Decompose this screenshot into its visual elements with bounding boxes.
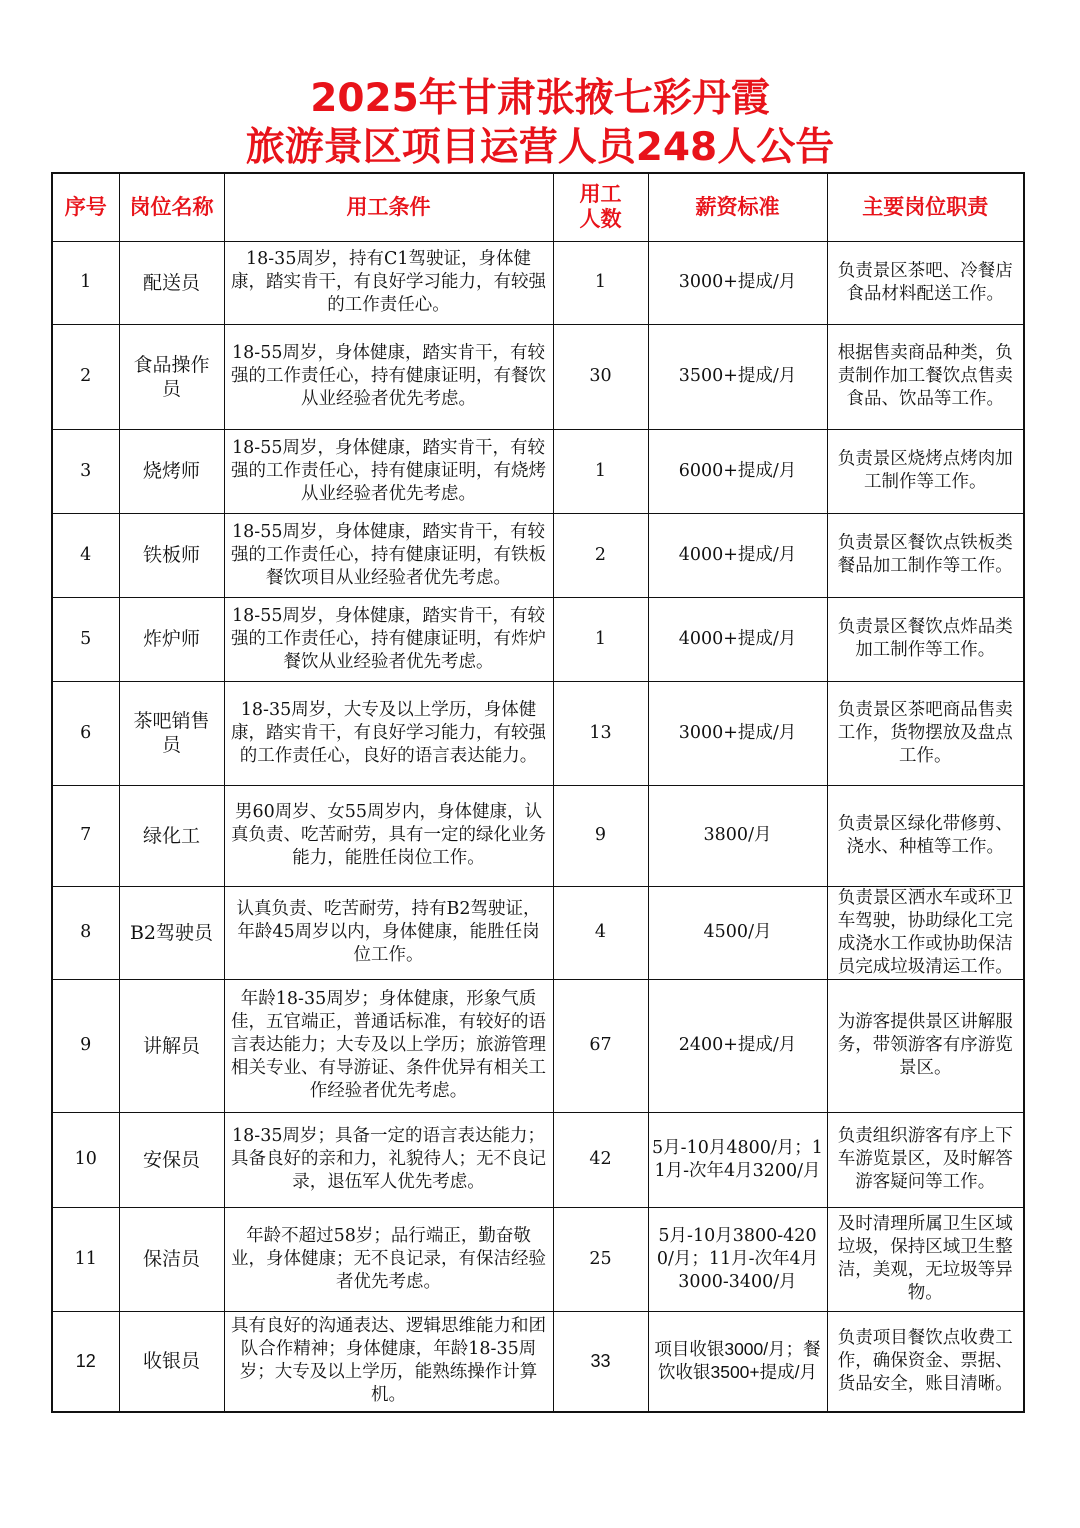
row-number: 12 [52, 1311, 119, 1412]
position-name: 安保员 [119, 1112, 224, 1207]
duties-cell: 负责组织游客有序上下车游览景区，及时解答游客疑问等工作。 [827, 1112, 1024, 1207]
table-row [52, 429, 1024, 513]
duties-cell: 根据售卖商品种类，负责制作加工餐饮点售卖食品、饮品等工作。 [827, 324, 1024, 429]
duties-cell: 负责景区茶吧、冷餐店食品材料配送工作。 [827, 241, 1024, 324]
salary-cell: 6000+提成/月 [648, 429, 827, 513]
position-name: 收银员 [119, 1311, 224, 1412]
requirements-cell: 认真负责、吃苦耐劳，持有B2驾驶证，年龄45周岁以内，身体健康，能胜任岗位工作。 [224, 886, 553, 979]
table-row [52, 1112, 1024, 1207]
duties-cell: 负责景区餐饮点炸品类加工制作等工作。 [827, 597, 1024, 681]
duties-cell: 及时清理所属卫生区域垃圾，保持区域卫生整洁，美观，无垃圾等异物。 [827, 1207, 1024, 1311]
headcount-cell: 1 [553, 241, 648, 324]
table-row [52, 1311, 1024, 1412]
salary-cell: 项目收银3000/月；餐饮收银3500+提成/月 [648, 1311, 827, 1412]
table-row [52, 979, 1024, 1112]
row-number: 10 [52, 1112, 119, 1207]
header-duties: 主要岗位职责 [827, 173, 1024, 241]
position-name: 食品操作员 [119, 324, 224, 429]
duties-cell: 负责景区茶吧商品售卖工作，货物摆放及盘点工作。 [827, 681, 1024, 785]
salary-cell: 3000+提成/月 [648, 681, 827, 785]
salary-cell: 4000+提成/月 [648, 513, 827, 597]
salary-cell: 3000+提成/月 [648, 241, 827, 324]
row-number: 11 [52, 1207, 119, 1311]
requirements-cell: 18-55周岁，身体健康，踏实肯干，有较强的工作责任心，持有健康证明，有餐饮从业经验者优先考虑。 [224, 324, 553, 429]
position-name: 茶吧销售员 [119, 681, 224, 785]
position-name: 讲解员 [119, 979, 224, 1112]
salary-cell: 5月-10月3800-4200/月；11月-次年4月3000-3400/月 [648, 1207, 827, 1311]
headcount-cell: 9 [553, 785, 648, 886]
duties-cell: 为游客提供景区讲解服务，带领游客有序游览景区。 [827, 979, 1024, 1112]
headcount-cell: 25 [553, 1207, 648, 1311]
table-header-row [52, 173, 1024, 241]
position-name: 配送员 [119, 241, 224, 324]
headcount-cell: 30 [553, 324, 648, 429]
header-position: 岗位名称 [119, 173, 224, 241]
position-name: 烧烤师 [119, 429, 224, 513]
duties-cell: 负责景区餐饮点铁板类餐品加工制作等工作。 [827, 513, 1024, 597]
requirements-cell: 18-35周岁，大专及以上学历，身体健康，踏实肯干，有良好学习能力，有较强的工作责任心，良好的语言表达能力。 [224, 681, 553, 785]
requirements-cell: 18-55周岁，身体健康，踏实肯干，有较强的工作责任心，持有健康证明，有炸炉餐饮从业经验者优先考虑。 [224, 597, 553, 681]
row-number: 2 [52, 324, 119, 429]
row-number: 5 [52, 597, 119, 681]
requirements-cell: 18-55周岁，身体健康，踏实肯干，有较强的工作责任心，持有健康证明，有铁板餐饮项目从业经验者优先考虑。 [224, 513, 553, 597]
header-no: 序号 [52, 173, 119, 241]
title-line-2: 旅游景区项目运营人员248人公告 [245, 125, 835, 170]
position-name: B2驾驶员 [119, 886, 224, 979]
table-row [52, 681, 1024, 785]
duties-cell: 负责项目餐饮点收费工作，确保资金、票据、货品安全，账目清晰。 [827, 1311, 1024, 1412]
duties-cell: 负责景区绿化带修剪、浇水、种植等工作。 [827, 785, 1024, 886]
requirements-cell: 具有良好的沟通表达、逻辑思维能力和团队合作精神；身体健康，年龄18-35周岁；大专及以上学历，能熟练操作计算机。 [224, 1311, 553, 1412]
position-name: 铁板师 [119, 513, 224, 597]
position-name: 绿化工 [119, 785, 224, 886]
headcount-cell: 1 [553, 429, 648, 513]
headcount-cell: 42 [553, 1112, 648, 1207]
requirements-cell: 年龄不超过58岁；品行端正，勤奋敬业，身体健康；无不良记录，有保洁经验者优先考虑。 [224, 1207, 553, 1311]
salary-cell: 4500/月 [648, 886, 827, 979]
headcount-cell: 67 [553, 979, 648, 1112]
position-name: 炸炉师 [119, 597, 224, 681]
header-headcount: 用工人数 [553, 173, 648, 241]
requirements-cell: 年龄18-35周岁；身体健康，形象气质佳，五官端正，普通话标准，有较好的语言表达能力；大专及以上学历；旅游管理相关专业、有导游证、条件优异有相关工作经验者优先考虑。 [224, 979, 553, 1112]
row-number: 7 [52, 785, 119, 886]
row-number: 1 [52, 241, 119, 324]
header-salary: 薪资标准 [648, 173, 827, 241]
table-row [52, 324, 1024, 429]
row-number: 6 [52, 681, 119, 785]
headcount-cell: 4 [553, 886, 648, 979]
row-number: 4 [52, 513, 119, 597]
table-body [52, 241, 1024, 1412]
requirements-cell: 18-55周岁，身体健康，踏实肯干，有较强的工作责任心，持有健康证明，有烧烤从业经验者优先考虑。 [224, 429, 553, 513]
headcount-cell: 33 [553, 1311, 648, 1412]
title-line-1: 2025年甘肃张掖七彩丹霞 [310, 76, 770, 121]
requirements-cell: 18-35周岁；具备一定的语言表达能力；具备良好的亲和力，礼貌待人；无不良记录，退伍军人优先考虑。 [224, 1112, 553, 1207]
row-number: 8 [52, 886, 119, 979]
row-number: 9 [52, 979, 119, 1112]
recruitment-table [51, 172, 1025, 1413]
table-row [52, 241, 1024, 324]
salary-cell: 5月-10月4800/月；11月-次年4月3200/月 [648, 1112, 827, 1207]
duties-cell: 负责景区洒水车或环卫车驾驶，协助绿化工完成浇水工作或协助保洁员完成垃圾清运工作。 [827, 886, 1024, 979]
duties-cell: 负责景区烧烤点烤肉加工制作等工作。 [827, 429, 1024, 513]
salary-cell: 3500+提成/月 [648, 324, 827, 429]
headcount-cell: 1 [553, 597, 648, 681]
header-requirements: 用工条件 [224, 173, 553, 241]
requirements-cell: 男60周岁、女55周岁内，身体健康，认真负责、吃苦耐劳，具有一定的绿化业务能力，能胜任岗位工作。 [224, 785, 553, 886]
salary-cell: 4000+提成/月 [648, 597, 827, 681]
salary-cell: 2400+提成/月 [648, 979, 827, 1112]
table-row [52, 785, 1024, 886]
table-row [52, 513, 1024, 597]
announcement-title [0, 74, 1080, 172]
headcount-cell: 13 [553, 681, 648, 785]
table-row [52, 597, 1024, 681]
headcount-cell: 2 [553, 513, 648, 597]
requirements-cell: 18-35周岁，持有C1驾驶证，身体健康，踏实肯干，有良好学习能力，有较强的工作责任心。 [224, 241, 553, 324]
salary-cell: 3800/月 [648, 785, 827, 886]
table-row [52, 1207, 1024, 1311]
row-number: 3 [52, 429, 119, 513]
position-name: 保洁员 [119, 1207, 224, 1311]
table-row [52, 886, 1024, 979]
